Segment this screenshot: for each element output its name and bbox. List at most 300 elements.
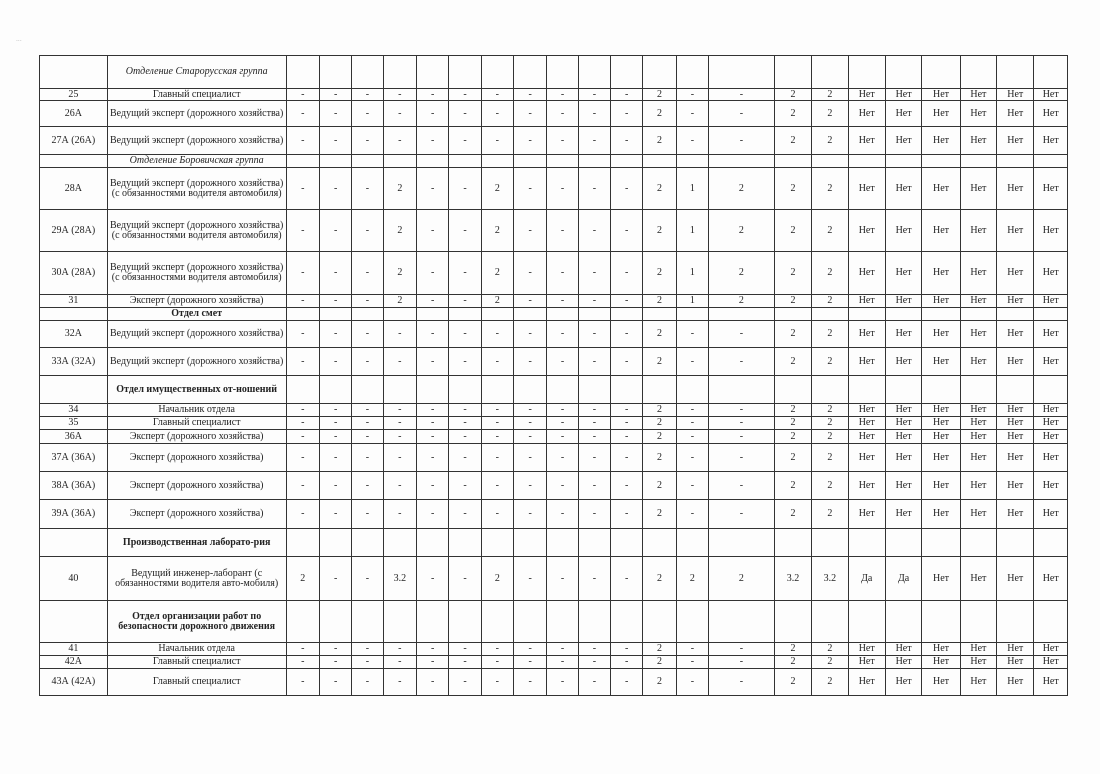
empty-cell bbox=[676, 56, 708, 89]
factor-class-cell: 2 bbox=[812, 643, 848, 656]
row-number-cell: 39А (36А) bbox=[40, 500, 108, 529]
row-number-cell: 40 bbox=[40, 557, 108, 601]
factor-class-cell: - bbox=[514, 321, 547, 348]
factor-class-cell: - bbox=[709, 669, 775, 696]
guarantee-cell: Нет bbox=[1034, 430, 1068, 444]
empty-cell bbox=[885, 56, 921, 89]
guarantee-cell: Нет bbox=[1034, 101, 1068, 127]
factor-class-cell: - bbox=[611, 210, 643, 252]
guarantee-cell: Нет bbox=[922, 669, 960, 696]
factor-class-cell: - bbox=[611, 295, 643, 308]
factor-class-cell: - bbox=[319, 252, 351, 295]
factor-class-cell: - bbox=[416, 669, 448, 696]
empty-cell bbox=[774, 376, 811, 404]
empty-cell bbox=[922, 601, 960, 643]
guarantee-cell: Нет bbox=[922, 472, 960, 500]
row-number-cell: 29А (28А) bbox=[40, 210, 108, 252]
factor-class-cell: 2 bbox=[643, 127, 676, 155]
row-number-cell bbox=[40, 308, 108, 321]
empty-cell bbox=[774, 529, 811, 557]
empty-cell bbox=[319, 308, 351, 321]
guarantee-cell: Нет bbox=[922, 252, 960, 295]
empty-cell bbox=[352, 155, 383, 168]
factor-class-cell: - bbox=[611, 643, 643, 656]
guarantee-cell: Нет bbox=[997, 417, 1034, 430]
position-name-cell: Начальник отдела bbox=[107, 404, 286, 417]
position-name-cell: Начальник отдела bbox=[107, 643, 286, 656]
factor-class-cell: - bbox=[286, 168, 319, 210]
corner-mark: ... bbox=[16, 36, 22, 43]
guarantee-cell: Нет bbox=[922, 643, 960, 656]
guarantee-cell: Нет bbox=[922, 321, 960, 348]
factor-class-cell: - bbox=[578, 252, 610, 295]
table-row bbox=[40, 210, 1068, 252]
factor-class-cell: - bbox=[514, 430, 547, 444]
guarantee-cell: Нет bbox=[997, 168, 1034, 210]
row-number-cell: 34 bbox=[40, 404, 108, 417]
factor-class-cell: 2 bbox=[643, 430, 676, 444]
empty-cell bbox=[514, 308, 547, 321]
empty-cell bbox=[812, 376, 848, 404]
empty-cell bbox=[383, 56, 416, 89]
row-number-cell bbox=[40, 376, 108, 404]
factor-class-cell: - bbox=[449, 557, 481, 601]
guarantee-cell: Нет bbox=[922, 127, 960, 155]
factor-class-cell: - bbox=[547, 500, 578, 529]
guarantee-cell: Нет bbox=[922, 500, 960, 529]
factor-class-cell: - bbox=[611, 472, 643, 500]
factor-class-cell: 2 bbox=[643, 404, 676, 417]
empty-cell bbox=[997, 376, 1034, 404]
factor-class-cell: - bbox=[352, 472, 383, 500]
factor-class-cell: - bbox=[578, 321, 610, 348]
factor-class-cell: - bbox=[611, 656, 643, 669]
empty-cell bbox=[578, 529, 610, 557]
empty-cell bbox=[611, 155, 643, 168]
factor-class-cell: - bbox=[319, 89, 351, 101]
guarantee-cell: Нет bbox=[885, 210, 921, 252]
factor-class-cell: - bbox=[416, 210, 448, 252]
guarantee-cell: Нет bbox=[960, 669, 996, 696]
empty-cell bbox=[416, 529, 448, 557]
factor-class-cell: - bbox=[514, 168, 547, 210]
row-number-cell: 43А (42А) bbox=[40, 669, 108, 696]
factor-class-cell: 2 bbox=[812, 404, 848, 417]
factor-class-cell: - bbox=[286, 210, 319, 252]
factor-class-cell: - bbox=[319, 295, 351, 308]
factor-class-cell: - bbox=[611, 348, 643, 376]
factor-class-cell: - bbox=[481, 643, 513, 656]
empty-cell bbox=[286, 56, 319, 89]
factor-class-cell: - bbox=[611, 89, 643, 101]
factor-class-cell: 3.2 bbox=[774, 557, 811, 601]
guarantee-cell: Нет bbox=[1034, 404, 1068, 417]
table-row bbox=[40, 295, 1068, 308]
factor-class-cell: - bbox=[676, 348, 708, 376]
factor-class-cell: - bbox=[676, 500, 708, 529]
factor-class-cell: 2 bbox=[774, 168, 811, 210]
factor-class-cell: 2 bbox=[774, 444, 811, 472]
position-name-cell: Главный специалист bbox=[107, 669, 286, 696]
empty-cell bbox=[676, 529, 708, 557]
guarantee-cell: Нет bbox=[997, 444, 1034, 472]
empty-cell bbox=[885, 308, 921, 321]
guarantee-cell: Нет bbox=[1034, 210, 1068, 252]
empty-cell bbox=[997, 155, 1034, 168]
guarantee-cell: Нет bbox=[960, 656, 996, 669]
factor-class-cell: - bbox=[578, 127, 610, 155]
guarantee-cell: Нет bbox=[960, 557, 996, 601]
guarantee-cell: Нет bbox=[885, 321, 921, 348]
guarantee-cell: Нет bbox=[997, 557, 1034, 601]
guarantee-cell: Нет bbox=[885, 444, 921, 472]
empty-cell bbox=[997, 601, 1034, 643]
factor-class-cell: - bbox=[416, 472, 448, 500]
empty-cell bbox=[709, 601, 775, 643]
factor-class-cell: - bbox=[383, 643, 416, 656]
guarantee-cell: Нет bbox=[885, 669, 921, 696]
factor-class-cell: 2 bbox=[774, 404, 811, 417]
factor-class-cell: - bbox=[481, 500, 513, 529]
guarantee-cell: Нет bbox=[1034, 127, 1068, 155]
factor-class-cell: - bbox=[514, 643, 547, 656]
factor-class-cell: - bbox=[352, 669, 383, 696]
factor-class-cell: - bbox=[514, 252, 547, 295]
factor-class-cell: - bbox=[676, 404, 708, 417]
factor-class-cell: - bbox=[286, 669, 319, 696]
factor-class-cell: 2 bbox=[383, 252, 416, 295]
empty-cell bbox=[812, 56, 848, 89]
guarantee-cell: Нет bbox=[922, 444, 960, 472]
empty-cell bbox=[848, 155, 885, 168]
factor-class-cell: - bbox=[547, 295, 578, 308]
factor-class-cell: - bbox=[416, 557, 448, 601]
row-number-cell: 37А (36А) bbox=[40, 444, 108, 472]
empty-cell bbox=[922, 308, 960, 321]
row-number-cell: 35 bbox=[40, 417, 108, 430]
table-row bbox=[40, 500, 1068, 529]
factor-class-cell: 2 bbox=[643, 168, 676, 210]
factor-class-cell: 2 bbox=[709, 557, 775, 601]
factor-class-cell: - bbox=[514, 101, 547, 127]
empty-cell bbox=[960, 56, 996, 89]
empty-cell bbox=[922, 376, 960, 404]
guarantee-cell: Нет bbox=[997, 404, 1034, 417]
factor-class-cell: - bbox=[286, 321, 319, 348]
guarantee-cell: Нет bbox=[1034, 295, 1068, 308]
empty-cell bbox=[514, 155, 547, 168]
factor-class-cell: 2 bbox=[643, 669, 676, 696]
factor-class-cell: - bbox=[676, 472, 708, 500]
factor-class-cell: - bbox=[547, 669, 578, 696]
factor-class-cell: - bbox=[709, 101, 775, 127]
empty-cell bbox=[812, 155, 848, 168]
factor-class-cell: - bbox=[449, 321, 481, 348]
guarantee-cell: Нет bbox=[960, 500, 996, 529]
factor-class-cell: - bbox=[709, 348, 775, 376]
empty-cell bbox=[643, 308, 676, 321]
empty-cell bbox=[709, 155, 775, 168]
empty-cell bbox=[286, 601, 319, 643]
empty-cell bbox=[885, 529, 921, 557]
row-number-cell: 27А (26А) bbox=[40, 127, 108, 155]
factor-class-cell: - bbox=[709, 656, 775, 669]
factor-class-cell: - bbox=[547, 127, 578, 155]
empty-cell bbox=[416, 155, 448, 168]
empty-cell bbox=[416, 56, 448, 89]
factor-class-cell: - bbox=[578, 348, 610, 376]
table-row bbox=[40, 168, 1068, 210]
empty-cell bbox=[848, 601, 885, 643]
empty-cell bbox=[611, 529, 643, 557]
factor-class-cell: 2 bbox=[774, 210, 811, 252]
factor-class-cell: - bbox=[319, 127, 351, 155]
guarantee-cell: Нет bbox=[885, 252, 921, 295]
row-number-cell bbox=[40, 56, 108, 89]
factor-class-cell: 2 bbox=[774, 321, 811, 348]
empty-cell bbox=[611, 308, 643, 321]
factor-class-cell: - bbox=[319, 210, 351, 252]
factor-class-cell: - bbox=[319, 669, 351, 696]
factor-class-cell: - bbox=[319, 557, 351, 601]
empty-cell bbox=[514, 601, 547, 643]
factor-class-cell: - bbox=[352, 348, 383, 376]
factor-class-cell: - bbox=[514, 500, 547, 529]
guarantee-cell: Нет bbox=[885, 89, 921, 101]
guarantee-cell: Нет bbox=[848, 669, 885, 696]
factor-class-cell: - bbox=[578, 404, 610, 417]
factor-class-cell: 2 bbox=[812, 168, 848, 210]
guarantee-cell: Нет bbox=[1034, 417, 1068, 430]
guarantee-cell: Нет bbox=[997, 101, 1034, 127]
guarantee-cell: Нет bbox=[1034, 557, 1068, 601]
guarantee-cell: Нет bbox=[960, 430, 996, 444]
section-title: Отдел организации работ по безопасности дорожного движения bbox=[107, 601, 286, 643]
factor-class-cell: - bbox=[383, 444, 416, 472]
factor-class-cell: 2 bbox=[709, 210, 775, 252]
factor-class-cell: - bbox=[286, 417, 319, 430]
factor-class-cell: 2 bbox=[774, 127, 811, 155]
empty-cell bbox=[449, 376, 481, 404]
factor-class-cell: - bbox=[416, 321, 448, 348]
section-title: Отдел смет bbox=[107, 308, 286, 321]
factor-class-cell: 2 bbox=[812, 210, 848, 252]
guarantee-cell: Нет bbox=[885, 643, 921, 656]
empty-cell bbox=[922, 529, 960, 557]
empty-cell bbox=[774, 155, 811, 168]
factor-class-cell: - bbox=[383, 348, 416, 376]
section-row bbox=[40, 376, 1068, 404]
empty-cell bbox=[643, 601, 676, 643]
guarantee-cell: Нет bbox=[848, 500, 885, 529]
factor-class-cell: - bbox=[547, 417, 578, 430]
guarantee-cell: Нет bbox=[960, 417, 996, 430]
empty-cell bbox=[812, 601, 848, 643]
empty-cell bbox=[383, 529, 416, 557]
factor-class-cell: 2 bbox=[481, 210, 513, 252]
factor-class-cell: - bbox=[709, 444, 775, 472]
guarantee-cell: Нет bbox=[848, 656, 885, 669]
empty-cell bbox=[449, 155, 481, 168]
empty-cell bbox=[481, 56, 513, 89]
factor-class-cell: - bbox=[416, 430, 448, 444]
factor-class-cell: 2 bbox=[812, 669, 848, 696]
factor-class-cell: - bbox=[286, 127, 319, 155]
guarantee-cell: Нет bbox=[997, 321, 1034, 348]
factor-class-cell: 2 bbox=[643, 210, 676, 252]
empty-cell bbox=[709, 56, 775, 89]
position-name-cell: Главный специалист bbox=[107, 656, 286, 669]
factor-class-cell: 2 bbox=[812, 417, 848, 430]
factor-class-cell: - bbox=[416, 444, 448, 472]
guarantee-cell: Нет bbox=[848, 89, 885, 101]
factor-class-cell: - bbox=[449, 404, 481, 417]
guarantee-cell: Нет bbox=[922, 89, 960, 101]
factor-class-cell: - bbox=[709, 472, 775, 500]
guarantee-cell: Да bbox=[848, 557, 885, 601]
factor-class-cell: 2 bbox=[383, 168, 416, 210]
factor-class-cell: - bbox=[286, 656, 319, 669]
empty-cell bbox=[578, 601, 610, 643]
factor-class-cell: 2 bbox=[643, 348, 676, 376]
factor-class-cell: 2 bbox=[774, 669, 811, 696]
position-name-cell: Эксперт (дорожного хозяйства) bbox=[107, 430, 286, 444]
guarantee-cell: Нет bbox=[1034, 252, 1068, 295]
empty-cell bbox=[514, 56, 547, 89]
table-row bbox=[40, 404, 1068, 417]
factor-class-cell: - bbox=[578, 669, 610, 696]
empty-cell bbox=[286, 308, 319, 321]
factor-class-cell: - bbox=[709, 500, 775, 529]
empty-cell bbox=[1034, 155, 1068, 168]
empty-cell bbox=[812, 308, 848, 321]
empty-cell bbox=[319, 376, 351, 404]
empty-cell bbox=[960, 529, 996, 557]
factor-class-cell: - bbox=[578, 500, 610, 529]
factor-class-cell: - bbox=[578, 557, 610, 601]
guarantee-cell: Нет bbox=[885, 404, 921, 417]
table-row bbox=[40, 669, 1068, 696]
factor-class-cell: - bbox=[449, 643, 481, 656]
factor-class-cell: - bbox=[319, 404, 351, 417]
factor-class-cell: 1 bbox=[676, 210, 708, 252]
attestation-table bbox=[39, 55, 1068, 696]
empty-cell bbox=[547, 155, 578, 168]
factor-class-cell: - bbox=[481, 101, 513, 127]
empty-cell bbox=[481, 601, 513, 643]
factor-class-cell: - bbox=[676, 89, 708, 101]
factor-class-cell: 2 bbox=[643, 557, 676, 601]
factor-class-cell: - bbox=[514, 669, 547, 696]
factor-class-cell: - bbox=[319, 643, 351, 656]
factor-class-cell: - bbox=[352, 444, 383, 472]
empty-cell bbox=[416, 376, 448, 404]
factor-class-cell: - bbox=[449, 295, 481, 308]
empty-cell bbox=[352, 308, 383, 321]
empty-cell bbox=[611, 376, 643, 404]
row-number-cell: 41 bbox=[40, 643, 108, 656]
factor-class-cell: - bbox=[319, 500, 351, 529]
section-row bbox=[40, 56, 1068, 89]
guarantee-cell: Нет bbox=[960, 127, 996, 155]
factor-class-cell: 2 bbox=[643, 444, 676, 472]
guarantee-cell: Нет bbox=[960, 210, 996, 252]
factor-class-cell: 2 bbox=[643, 500, 676, 529]
factor-class-cell: - bbox=[286, 89, 319, 101]
factor-class-cell: - bbox=[416, 643, 448, 656]
factor-class-cell: - bbox=[416, 101, 448, 127]
guarantee-cell: Нет bbox=[885, 101, 921, 127]
guarantee-cell: Нет bbox=[997, 430, 1034, 444]
factor-class-cell: - bbox=[481, 444, 513, 472]
factor-class-cell: 2 bbox=[481, 252, 513, 295]
empty-cell bbox=[997, 308, 1034, 321]
empty-cell bbox=[514, 529, 547, 557]
guarantee-cell: Нет bbox=[997, 669, 1034, 696]
factor-class-cell: - bbox=[286, 444, 319, 472]
guarantee-cell: Нет bbox=[848, 295, 885, 308]
factor-class-cell: - bbox=[709, 127, 775, 155]
factor-class-cell: - bbox=[352, 101, 383, 127]
factor-class-cell: 2 bbox=[812, 101, 848, 127]
row-number-cell: 32А bbox=[40, 321, 108, 348]
factor-class-cell: - bbox=[514, 444, 547, 472]
empty-cell bbox=[1034, 376, 1068, 404]
factor-class-cell: - bbox=[319, 656, 351, 669]
factor-class-cell: - bbox=[319, 444, 351, 472]
factor-class-cell: 2 bbox=[481, 168, 513, 210]
empty-cell bbox=[885, 601, 921, 643]
factor-class-cell: - bbox=[676, 101, 708, 127]
guarantee-cell: Нет bbox=[848, 252, 885, 295]
factor-class-cell: - bbox=[611, 669, 643, 696]
empty-cell bbox=[547, 601, 578, 643]
factor-class-cell: - bbox=[449, 656, 481, 669]
position-name-cell: Ведущий эксперт (дорожного хозяйства) (с обязанностями водителя автомобиля) bbox=[107, 210, 286, 252]
empty-cell bbox=[997, 56, 1034, 89]
factor-class-cell: 2 bbox=[812, 656, 848, 669]
factor-class-cell: - bbox=[286, 500, 319, 529]
factor-class-cell: - bbox=[449, 210, 481, 252]
factor-class-cell: 2 bbox=[481, 295, 513, 308]
guarantee-cell: Нет bbox=[848, 127, 885, 155]
factor-class-cell: - bbox=[352, 168, 383, 210]
factor-class-cell: - bbox=[514, 89, 547, 101]
guarantee-cell: Нет bbox=[960, 444, 996, 472]
guarantee-cell: Нет bbox=[848, 210, 885, 252]
factor-class-cell: - bbox=[286, 430, 319, 444]
factor-class-cell: 2 bbox=[643, 101, 676, 127]
factor-class-cell: - bbox=[611, 101, 643, 127]
factor-class-cell: - bbox=[319, 472, 351, 500]
guarantee-cell: Нет bbox=[848, 430, 885, 444]
factor-class-cell: - bbox=[611, 557, 643, 601]
factor-class-cell: - bbox=[676, 669, 708, 696]
factor-class-cell: - bbox=[481, 430, 513, 444]
empty-cell bbox=[286, 155, 319, 168]
factor-class-cell: - bbox=[449, 348, 481, 376]
empty-cell bbox=[848, 56, 885, 89]
factor-class-cell: - bbox=[383, 404, 416, 417]
factor-class-cell: - bbox=[514, 210, 547, 252]
section-row bbox=[40, 308, 1068, 321]
factor-class-cell: - bbox=[352, 252, 383, 295]
guarantee-cell: Нет bbox=[960, 404, 996, 417]
guarantee-cell: Нет bbox=[997, 472, 1034, 500]
guarantee-cell: Нет bbox=[1034, 472, 1068, 500]
empty-cell bbox=[416, 308, 448, 321]
guarantee-cell: Нет bbox=[848, 643, 885, 656]
